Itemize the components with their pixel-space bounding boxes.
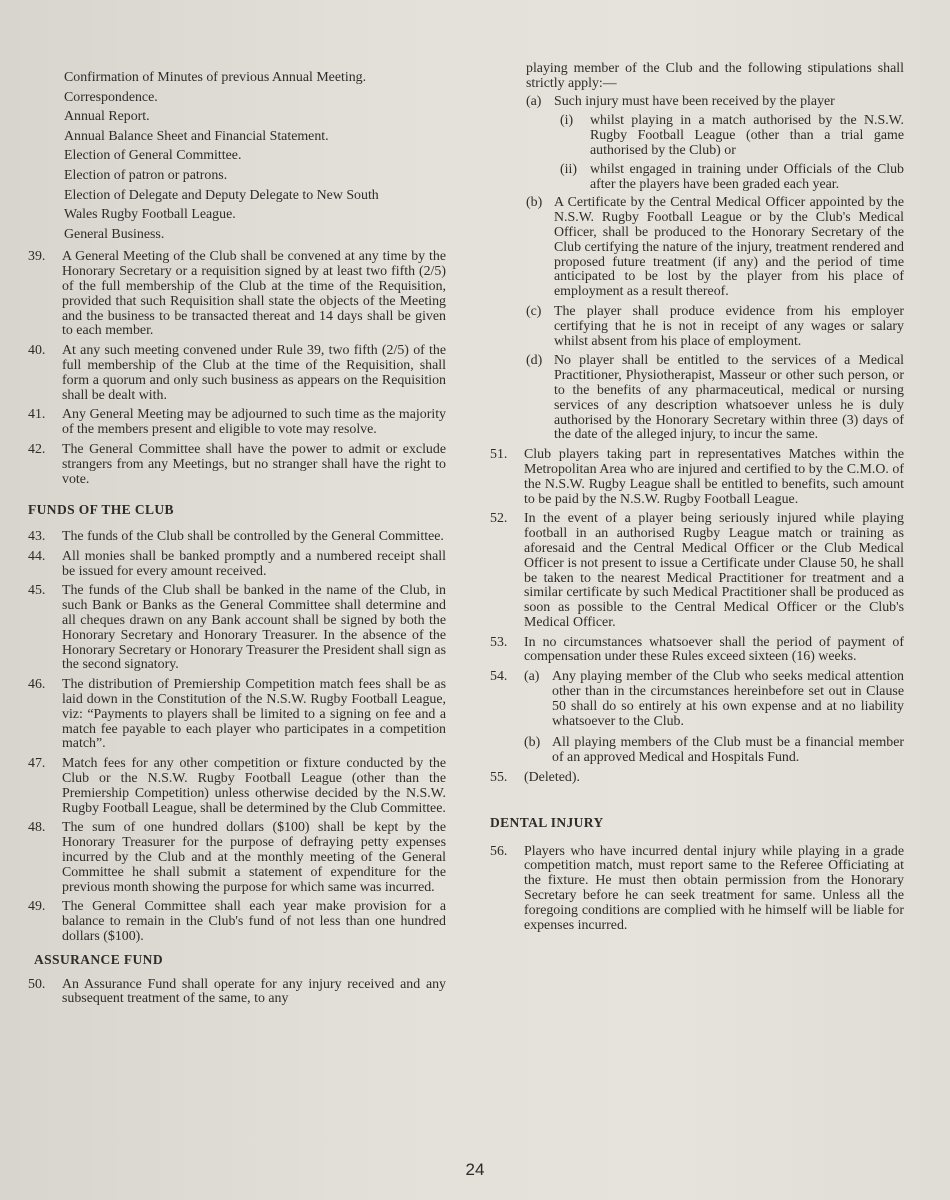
rule-number: 50. (28, 976, 46, 992)
left-column (28, 62, 446, 1012)
rule-40 (28, 344, 446, 403)
rule-number: 49. (28, 899, 46, 915)
rule-49 (28, 900, 446, 944)
rule-51 (490, 448, 904, 507)
rule-44 (28, 550, 446, 580)
clause-label: (a) (526, 93, 542, 109)
rule-text: Club players taking part in representatives Matches within the Metropolitan Area who are injured and certified to by the C.M.O. of the N.S.W. Rugby League shall be entitled to benefits, such amount to be paid by the N.S.W. Rugby Football League. (524, 447, 904, 507)
rule-number: 56. (490, 843, 508, 859)
agenda-item: Election of patron or patrons. (64, 167, 228, 183)
agenda-item: General Business. (64, 226, 165, 242)
rule-45 (28, 584, 446, 673)
clause-label: (b) (526, 195, 543, 211)
rule-number: 48. (28, 820, 46, 836)
rule-number: 42. (28, 441, 46, 457)
rule-text: All monies shall be banked promptly and a numbered receipt shall be issued for every amount received. (62, 548, 446, 579)
rule-number: 41. (28, 407, 46, 423)
rule-50-subclauses (490, 95, 904, 444)
section-heading-dental: DENTAL INJURY (490, 814, 604, 830)
agenda-item: Correspondence. (64, 89, 158, 105)
rule-50-d (526, 354, 904, 443)
rule-number: 54. (490, 669, 508, 685)
rule-43 (28, 530, 446, 545)
rule-number: 52. (490, 511, 508, 527)
rule-text: Any General Meeting may be adjourned to such time as the majority of the members present and eligible to vote may resolve. (62, 407, 446, 438)
rule-53 (490, 636, 904, 666)
rule-text: At any such meeting convened under Rule 39, two fifth (2/5) of the full membership of the Club at the time of the Requisition, shall form a quorum and only such business as appears on the Requisition shall be dealt with. (62, 343, 446, 403)
clause-label: (c) (526, 303, 542, 319)
rule-text: Players who have incurred dental injury while playing in a grade competition match, must report same to the Referee Officiating at the fixture. He must then obtain permission from the Honorary Secretary before he can seek treatment for same. Unless all the foregoing conditions are complied with he himself will be liable for expenses incurred. (524, 843, 904, 933)
rule-text: A General Meeting of the Club shall be convened at any time by the Honorary Secretary or a requisition signed by at least two fifth (2/5) of the full membership of the Club at the time of the Requisition, provided that such Requisition shall state the objects of the Meeting and the business to be transacted thereat and 14 days shall be given to each member. (62, 249, 446, 339)
rule-54 (490, 670, 904, 766)
rule-number: 51. (490, 447, 508, 463)
rule-number: 45. (28, 583, 46, 599)
clause-label: (a) (524, 669, 540, 685)
clause-text: Any playing member of the Club who seeks medical attention other than in the circumstances hereinbefore set out in Clause 50 shall do so entirely at his own expense and at no liability whatsoever to the Club. (552, 669, 904, 729)
rule-41 (28, 408, 446, 438)
rule-text: The General Committee shall have the power to admit or exclude strangers from any Meetings, but no stranger shall have the right to vote. (62, 441, 446, 487)
rule-text: (Deleted). (524, 770, 580, 786)
rule-text: The funds of the Club shall be banked in the name of the Club, in such Bank or Banks as the General Committee shall determine and all cheques drawn on any Bank account shall be signed by both the Honorary Secretary and Honorary Treasurer. In the absence of the Honorary Secretary or Honorary Treasurer the President shall sign as the second signatory. (62, 583, 446, 673)
rule-56 (490, 845, 904, 934)
clause-label: (ii) (560, 161, 577, 177)
clause-label: (d) (526, 353, 543, 369)
rule-text: Match fees for any other competition or fixture conducted by the Club or the N.S.W. Rugby Football League (other than the Premiership Competition) unless otherwise decided by the N.S.W. Rugby Football League, shall be determined by the Club Committee. (62, 756, 446, 816)
rule-text: In the event of a player being seriously injured while playing football in an authorised Rugby League match or training as aforesaid and the Central Medical Officer or the Club Medical Officer is not present to issue a Certificate under Clause 50, he shall be taken to the nearest Medical Practitioner for treatment and a similar certificate by such Medical Practitioner shall be produced as soon as possible to the Central Medical Officer or the Club's Medical Officer. (524, 511, 904, 630)
rule-50-b (526, 196, 904, 300)
agenda-list (28, 68, 446, 244)
clause-text: Such injury must have been received by the player (554, 93, 835, 109)
section-heading-assurance: ASSURANCE FUND (34, 951, 163, 967)
rule-50-a-i (560, 114, 904, 158)
rule-47 (28, 757, 446, 816)
agenda-item: Annual Balance Sheet and Financial Statement. (64, 128, 329, 144)
right-column (490, 62, 904, 938)
rule-number: 53. (490, 634, 508, 650)
rule-42 (28, 443, 446, 487)
rule-46 (28, 678, 446, 752)
section-heading-funds: FUNDS OF THE CLUB (28, 502, 174, 518)
agenda-item: Annual Report. (64, 109, 150, 125)
rule-text: The funds of the Club shall be controlled by the General Committee. (62, 529, 444, 545)
rule-54-a (524, 670, 904, 729)
rule-50-a-ii (560, 163, 904, 193)
rule-text: An Assurance Fund shall operate for any injury received and any subsequent treatment of the same, to any (62, 976, 446, 1007)
rule-52 (490, 512, 904, 630)
agenda-item: Election of Delegate and Deputy Delegate to New South (64, 187, 379, 203)
rule-text: The sum of one hundred dollars ($100) shall be kept by the Honorary Treasurer for the purpose of defraying petty expenses incurred by the Club and at the monthly meeting of the General Committee he shall submit a statement of expenditure for the previous month showing the purpose for which same was incurred. (62, 820, 446, 895)
rule-48 (28, 821, 446, 895)
rule-number: 39. (28, 249, 46, 265)
agenda-item: Election of General Committee. (64, 148, 242, 164)
agenda-item: Wales Rugby Football League. (64, 207, 236, 223)
rule-50-continuation: playing member of the Club and the following stipulations shall strictly apply:— (526, 61, 904, 91)
rule-text: In no circumstances whatsoever shall the period of payment of compensation under these Rules exceed sixteen (16) weeks. (524, 634, 904, 665)
rule-50-a (526, 95, 904, 110)
rule-number: 43. (28, 529, 46, 545)
clause-text: All playing members of the Club must be a financial member of an approved Medical and Hospitals Fund. (552, 735, 904, 766)
clause-label: (i) (560, 113, 574, 129)
rule-text: The General Committee shall each year make provision for a balance to remain in the Club's fund of not less than one hundred dollars ($100). (62, 899, 446, 945)
clause-text: No player shall be entitled to the services of a Medical Practitioner, Physiotherapist, Masseur or other such person, or to the benefits of any pharmaceutical, medical or nursing services of any description whatsoever unless he is duly authorised by the Honorary Secretary within three (3) days of the date of the alleged injury, to incur the same. (554, 353, 904, 443)
page-number: 24 (465, 1160, 485, 1179)
rule-number: 40. (28, 343, 46, 359)
rule-number: 47. (28, 756, 46, 772)
rule-39 (28, 250, 446, 339)
clause-text: whilst engaged in training under Officials of the Club after the players have been graded each year. (590, 161, 904, 192)
rule-50 (28, 978, 446, 1008)
rule-54-b (524, 736, 904, 766)
clause-text: The player shall produce evidence from his employer certifying that he is not in receipt of any wages or salary whilst absent from his place of employment. (554, 303, 904, 349)
rule-50-c (526, 305, 904, 349)
clause-text: A Certificate by the Central Medical Officer appointed by the N.S.W. Rugby Football League or by the Club's Medical Officer, shall be produced to the Honorary Secretary of the Club certifying the nature of the injury, treatment rendered and proposed future treatment (if any) and the period of time anticipated to be lost by the player from his place of employment as a result thereof. (554, 195, 904, 300)
rule-55 (490, 771, 904, 786)
rule-text: The distribution of Premiership Competition match fees shall be as laid down in the Constitution of the N.S.W. Rugby Football League, viz: “Payments to players shall be limited to a signing on fee and a match fee payable to each player who participates in a competition match”. (62, 677, 446, 752)
rule-number: 55. (490, 770, 508, 786)
agenda-item: Confirmation of Minutes of previous Annual Meeting. (64, 70, 367, 85)
clause-text: whilst playing in a match authorised by the N.S.W. Rugby Football League (other than a trial game authorised by the Club) or (590, 113, 904, 158)
clause-label: (b) (524, 735, 541, 751)
rule-number: 44. (28, 548, 46, 564)
rule-number: 46. (28, 677, 46, 693)
rule-50-a-items (526, 114, 904, 192)
